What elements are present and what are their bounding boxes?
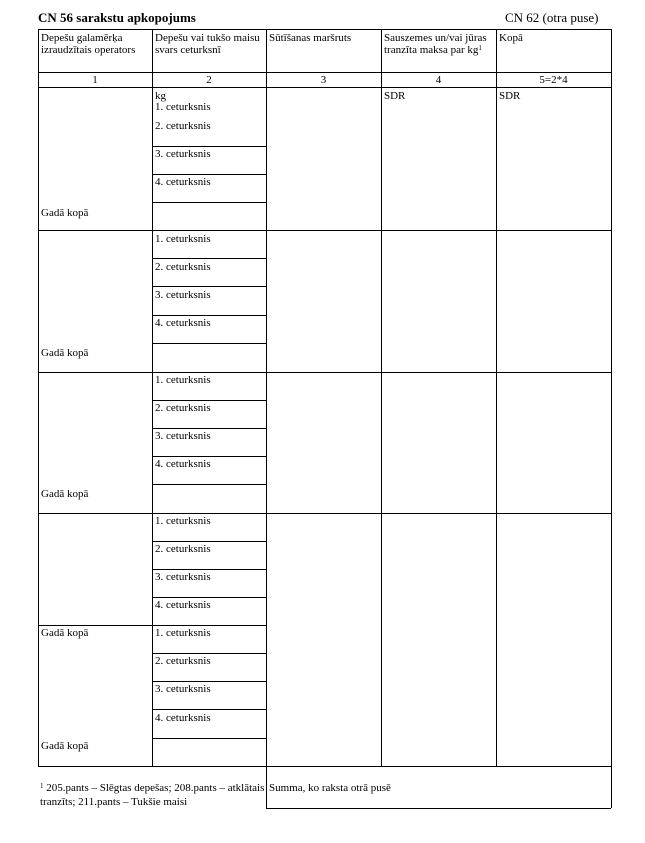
quarter-row-divider [152, 400, 266, 401]
year-total-label: Gadā kopā [41, 627, 89, 639]
table-bottom-border [38, 766, 611, 767]
year-total-label: Gadā kopā [41, 207, 89, 219]
quarter-label: 4. ceturksnis [155, 176, 211, 188]
quarter-row-divider [152, 484, 266, 485]
col2-unit: kg [155, 90, 166, 102]
col1-header: Depešu galamērķa izraudzītais operators [41, 32, 136, 56]
header-divider [38, 72, 611, 73]
col5-header: Kopā [499, 32, 523, 44]
quarter-row-divider [152, 738, 266, 739]
quarter-label: 2. ceturksnis [155, 261, 211, 273]
footnote [40, 781, 265, 809]
quarter-label: 4. ceturksnis [155, 317, 211, 329]
col4-header [384, 32, 496, 56]
quarter-row-divider [152, 681, 266, 682]
quarter-row-divider [152, 174, 266, 175]
quarter-row-divider [152, 569, 266, 570]
quarter-row-divider [152, 653, 266, 654]
quarter-row-divider [152, 286, 266, 287]
summary-bottom-border [266, 808, 611, 809]
quarter-row-divider [152, 597, 266, 598]
col5-number: 5=2*4 [539, 74, 568, 86]
group-divider [38, 513, 611, 514]
year-total-label: Gadā kopā [41, 347, 89, 359]
col2-header: Depešu vai tukšo maisu svars ceturksnī [155, 32, 260, 56]
quarter-label: 3. ceturksnis [155, 683, 211, 695]
form-title: CN 56 sarakstu apkopojums [38, 10, 196, 25]
quarter-label: 1. ceturksnis [155, 233, 211, 245]
table-side-border [611, 29, 612, 766]
quarter-row-divider [152, 456, 266, 457]
quarter-label: 1. ceturksnis [155, 627, 211, 639]
form-reference: CN 62 (otra puse) [505, 10, 599, 25]
quarter-label: 4. ceturksnis [155, 599, 211, 611]
table-top-border [38, 29, 611, 30]
summary-label: Summa, ko raksta otrā pusē [269, 782, 391, 794]
quarter-label: 2. ceturksnis [155, 402, 211, 414]
col4-unit: SDR [384, 90, 406, 102]
col4-footnote-marker: 1 [478, 44, 482, 52]
quarter-label: 2. ceturksnis [155, 120, 211, 132]
quarter-row-divider [152, 315, 266, 316]
column-divider [266, 29, 267, 766]
footnote-text: 205.pants – Slēgtas depešas; 208.pants – atklātais tranzīts; 211.pants – Tukšie maisi [40, 782, 265, 808]
quarter-label: 1. ceturksnis [155, 374, 211, 386]
quarter-row-divider [152, 625, 266, 626]
quarter-row-divider [152, 709, 266, 710]
quarter-row-divider [152, 428, 266, 429]
number-row-divider [38, 87, 611, 88]
group-divider [38, 372, 611, 373]
summary-left-border [266, 766, 267, 808]
quarter-row-divider [152, 258, 266, 259]
quarter-row-divider [152, 146, 266, 147]
footnote-marker: 1 [40, 782, 44, 790]
col4-header-label: Sauszemes un/vai jūras tranzīta maksa par kg [384, 32, 487, 56]
quarter-row-divider [152, 343, 266, 344]
quarter-label: 3. ceturksnis [155, 289, 211, 301]
quarter-label: 3. ceturksnis [155, 148, 211, 160]
quarter-label: 3. ceturksnis [155, 430, 211, 442]
col4-number: 4 [435, 74, 442, 86]
summary-right-border [611, 766, 612, 808]
quarter-label: 4. ceturksnis [155, 712, 211, 724]
group-subdivider [38, 625, 152, 626]
quarter-label: 1. ceturksnis [155, 101, 211, 113]
quarter-label: 2. ceturksnis [155, 655, 211, 667]
quarter-label: 1. ceturksnis [155, 515, 211, 527]
quarter-label: 2. ceturksnis [155, 543, 211, 555]
col5-unit: SDR [499, 90, 521, 102]
col3-number: 3 [320, 74, 327, 86]
col1-number: 1 [92, 74, 98, 86]
column-divider [152, 29, 153, 766]
year-total-label: Gadā kopā [41, 488, 89, 500]
group-divider [38, 230, 611, 231]
quarter-label: 4. ceturksnis [155, 458, 211, 470]
column-divider [381, 29, 382, 766]
col3-header: Sūtīšanas maršruts [269, 32, 352, 44]
col2-number: 2 [206, 74, 212, 86]
table-side-border [38, 29, 39, 766]
quarter-label: 3. ceturksnis [155, 571, 211, 583]
quarter-row-divider [152, 541, 266, 542]
column-divider [496, 29, 497, 766]
year-total-label: Gadā kopā [41, 740, 89, 752]
quarter-row-divider [152, 202, 266, 203]
